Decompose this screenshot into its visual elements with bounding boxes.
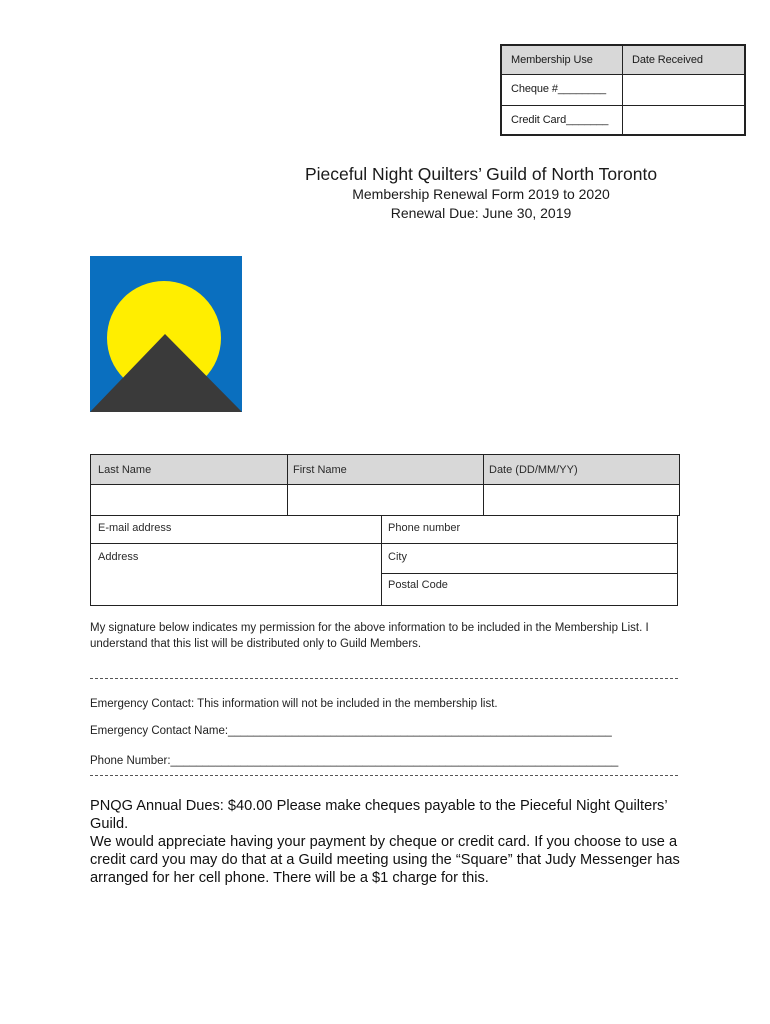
member-name-header [91, 455, 679, 485]
cheque-field[interactable]: Cheque #________ [511, 83, 607, 95]
credit-card-field[interactable]: Credit Card_______ [511, 114, 609, 126]
office-use-table [500, 44, 746, 136]
last-name-label: Last Name [98, 464, 152, 476]
column-divider [381, 515, 382, 605]
section-divider [90, 775, 678, 776]
city-label: City [388, 551, 407, 563]
signature-line[interactable] [90, 678, 678, 679]
last-name-field[interactable] [92, 485, 286, 515]
date-received-label: Date Received [632, 54, 703, 66]
emergency-contact-note: Emergency Contact: This information will not be included in the membership list. [90, 698, 498, 710]
date-label: Date (DD/MM/YY) [489, 464, 578, 476]
postal-code-label: Postal Code [388, 579, 448, 591]
phone-label: Phone number [388, 522, 461, 534]
email-label: E-mail address [98, 522, 172, 534]
first-name-field[interactable] [288, 485, 482, 515]
emergency-contact-name-field[interactable]: Emergency Contact Name:____________________________________________________________ [90, 725, 612, 737]
guild-title: Pieceful Night Quilters’ Guild of North Toronto [304, 164, 658, 184]
office-use-divider [622, 46, 623, 134]
payment-method-text: We would appreciate having your payment by cheque or credit card. If you choose to use a credit card you may do that at a Guild meeting using the “Square” that Judy Messenger has arranged for her cell phone. There will be a $1 charge for this. [90, 834, 680, 886]
member-contact-table [90, 515, 678, 606]
guild-logo [90, 256, 242, 412]
signature-permission-text: My signature below indicates my permission for the above information to be included in the Membership List. I understand that this list will be distributed only to Guild Members. [90, 622, 649, 650]
dues-amount-text: PNQG Annual Dues: $40.00 Please make cheques payable to the Pieceful Night Quilters’ Guild. [90, 798, 668, 832]
member-name-table [90, 454, 680, 516]
emergency-phone-field[interactable]: Phone Number:______________________________________________________________________ [90, 755, 619, 767]
date-field[interactable] [484, 485, 678, 515]
row-divider [381, 573, 677, 574]
dues-section [90, 797, 690, 887]
form-title-block [0, 163, 770, 223]
row-divider [91, 543, 677, 544]
renewal-due-date: Renewal Due: June 30, 2019 [390, 205, 572, 221]
membership-use-label: Membership Use [511, 54, 593, 66]
first-name-label: First Name [293, 464, 347, 476]
form-subtitle: Membership Renewal Form 2019 to 2020 [352, 186, 610, 202]
address-label: Address [98, 551, 139, 563]
